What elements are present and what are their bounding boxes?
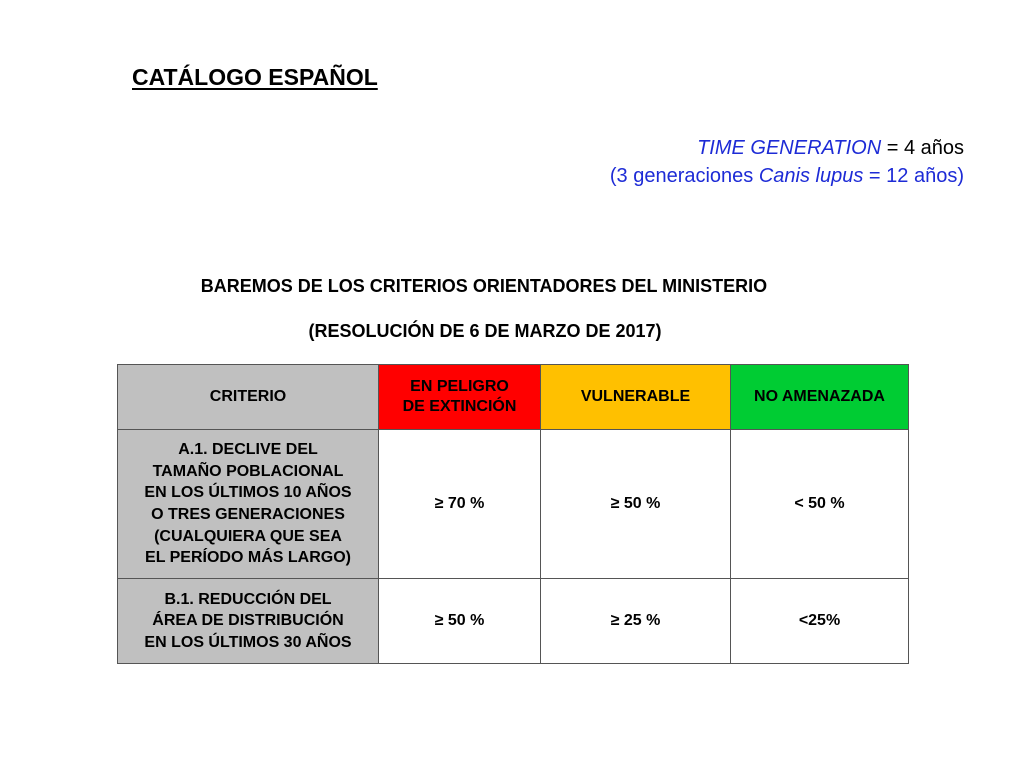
generations-value: = 12 años) xyxy=(863,165,964,187)
species-name: Canis lupus xyxy=(758,165,864,187)
table-row xyxy=(118,430,909,579)
row-value-en-peligro: ≥ 50 % xyxy=(379,579,541,664)
row-criterion-label: A.1. DECLIVE DEL TAMAÑO POBLACIONAL EN LOS ÚLTIMOS 10 AÑOS O TRES GENERACIONES (CUALQUIERA QUE SEA EL PERÍODO MÁS LARGO) xyxy=(118,430,379,579)
table-row xyxy=(118,579,909,664)
time-generation-value: = 4 años xyxy=(881,137,964,159)
header-vulnerable: VULNERABLE xyxy=(541,365,731,430)
header-criterio: CRITERIO xyxy=(118,365,379,430)
table-subheading: (RESOLUCIÓN DE 6 DE MARZO DE 2017) xyxy=(308,321,662,341)
generations-prefix: (3 generaciones xyxy=(609,165,759,187)
row-value-vulnerable: ≥ 25 % xyxy=(541,579,731,664)
page-title: CATÁLOGO ESPAÑOL xyxy=(132,64,378,90)
time-generation-label: TIME GENERATION xyxy=(697,137,882,159)
generations-line xyxy=(610,162,964,190)
criteria-table xyxy=(117,364,909,664)
header-en-peligro: EN PELIGRO DE EXTINCIÓN xyxy=(379,365,541,430)
row-value-en-peligro: ≥ 70 % xyxy=(379,430,541,579)
time-generation-note xyxy=(610,134,964,190)
table-header-row xyxy=(118,365,909,430)
row-value-no-amenazada: < 50 % xyxy=(731,430,909,579)
row-criterion-label: B.1. REDUCCIÓN DEL ÁREA DE DISTRIBUCIÓN EN LOS ÚLTIMOS 30 AÑOS xyxy=(118,579,379,664)
row-value-vulnerable: ≥ 50 % xyxy=(541,430,731,579)
table-heading: BAREMOS DE LOS CRITERIOS ORIENTADORES DEL MINISTERIO xyxy=(200,276,768,296)
header-no-amenazada: NO AMENAZADA xyxy=(731,365,909,430)
row-value-no-amenazada: <25% xyxy=(731,579,909,664)
time-generation-line xyxy=(610,134,964,162)
